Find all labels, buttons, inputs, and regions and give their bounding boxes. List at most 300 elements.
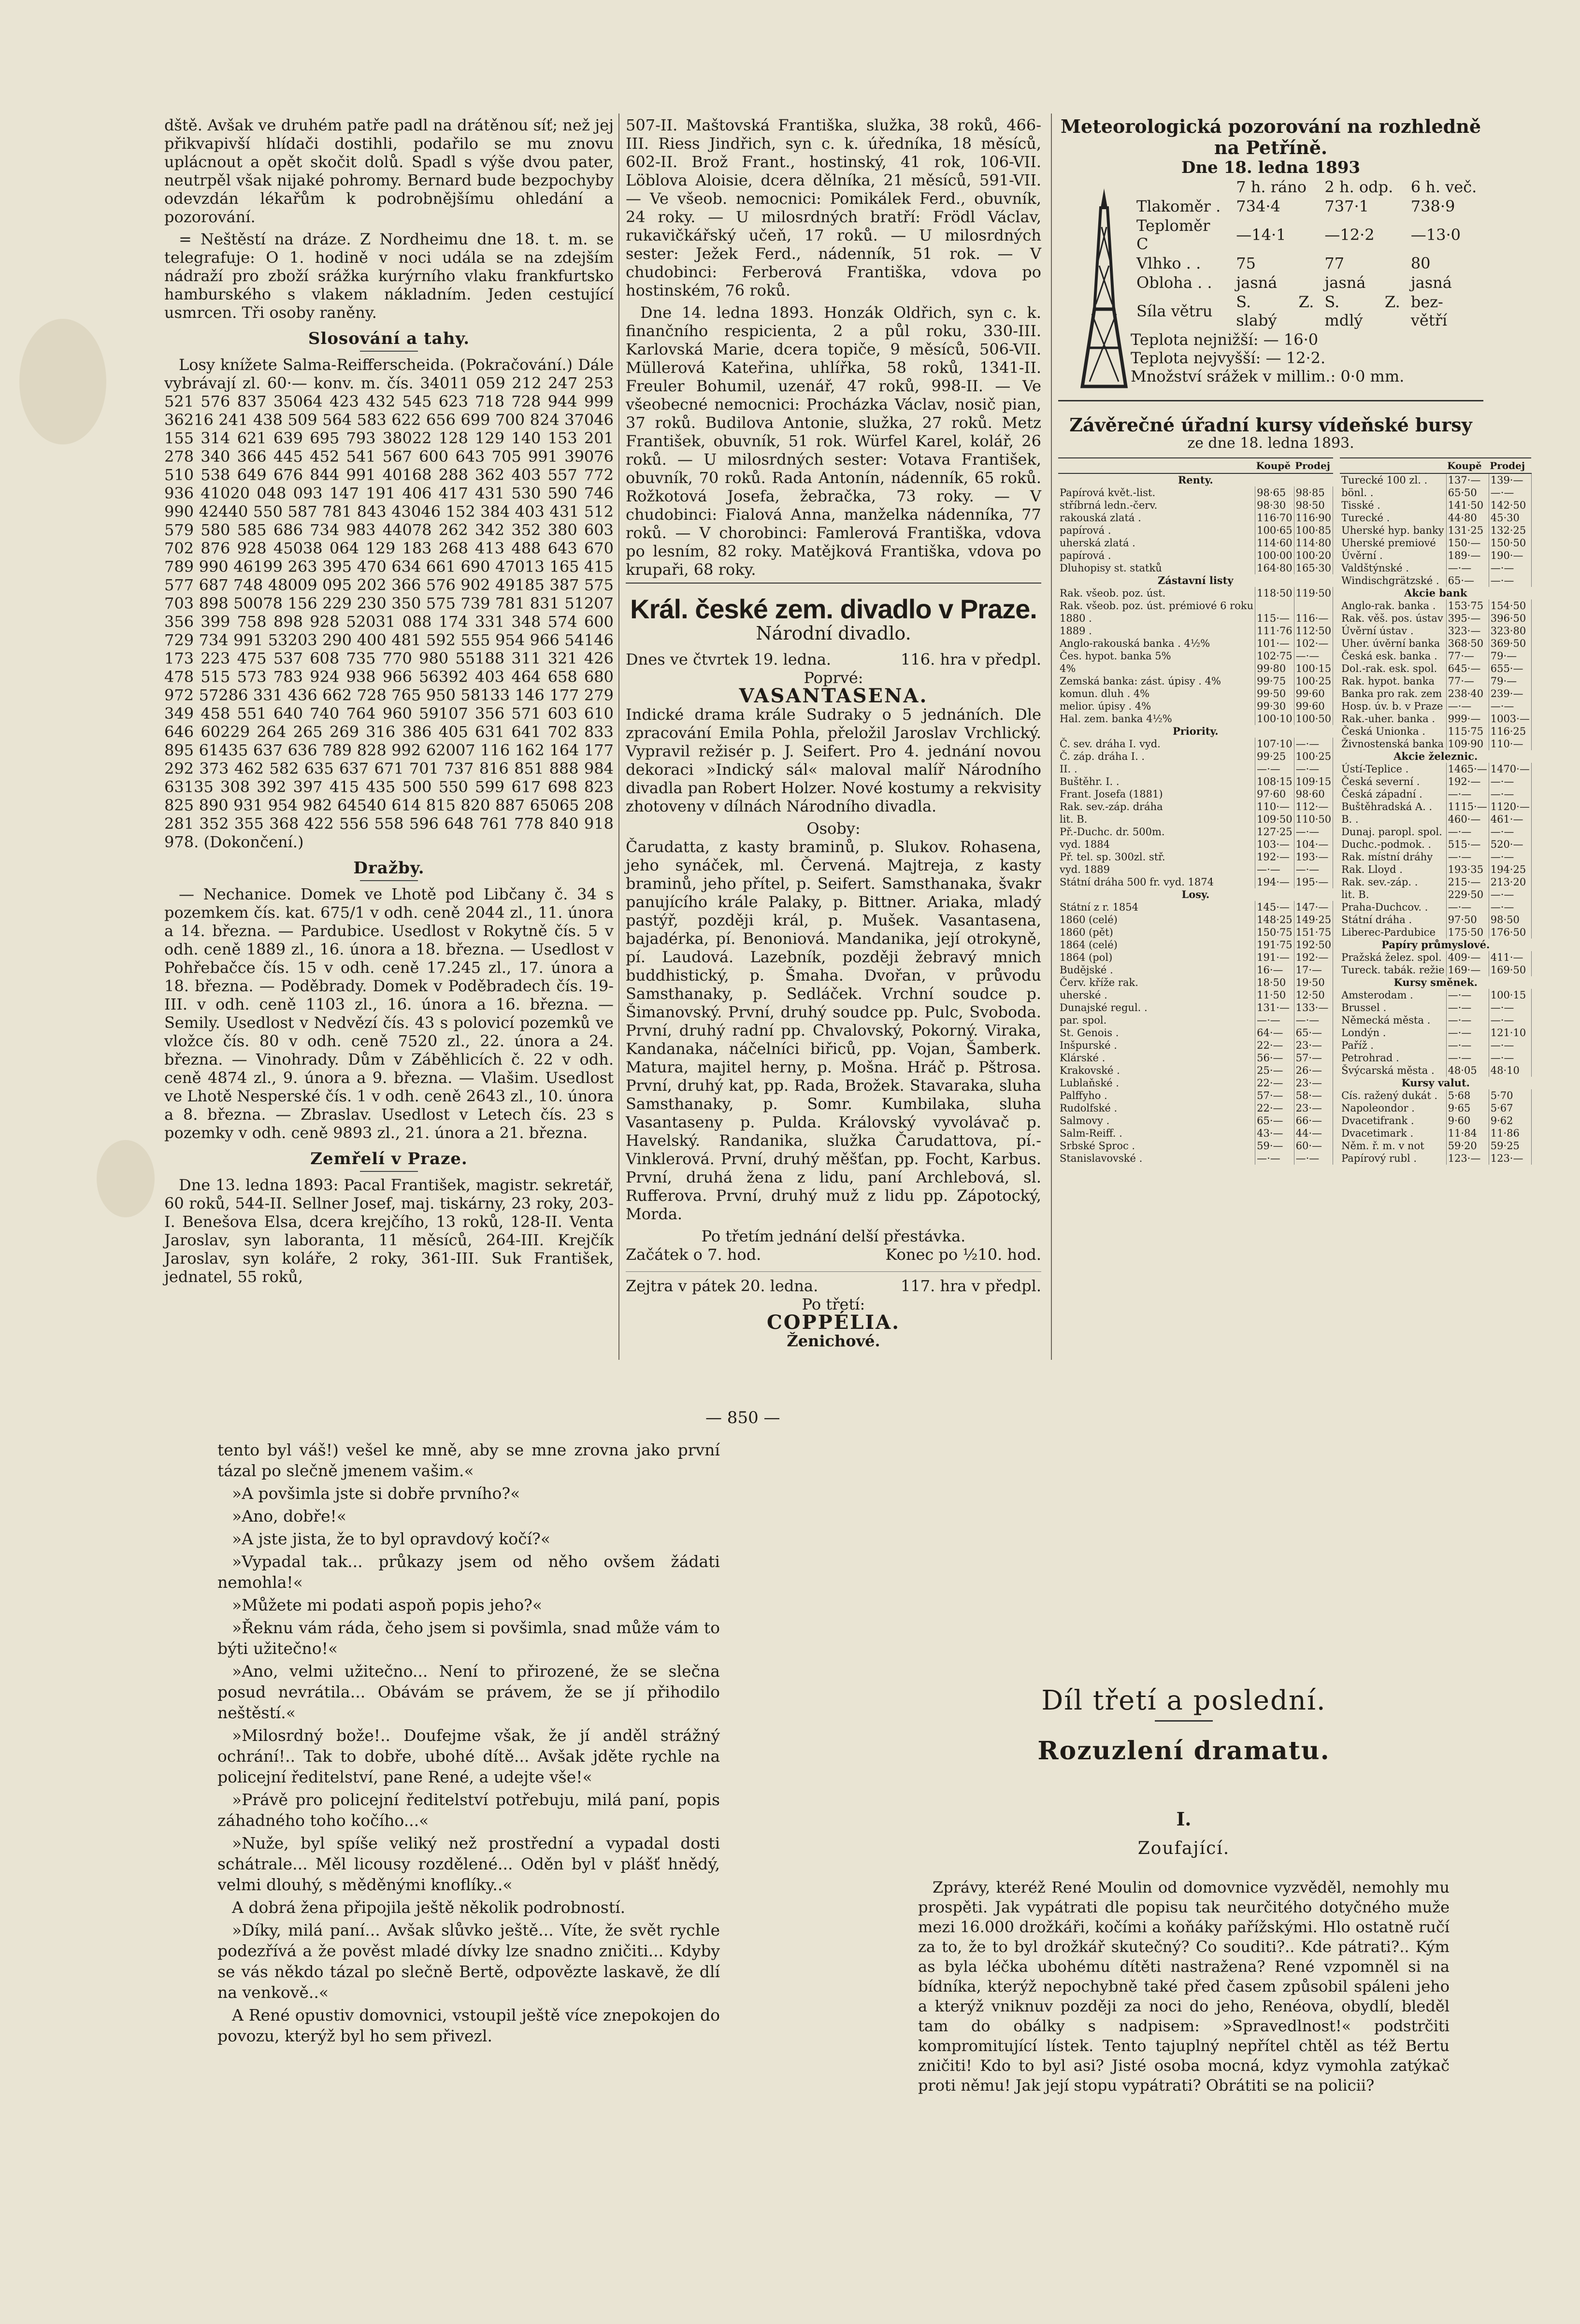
bourse-security: Př.-Duchc. dr. 500m. [1058, 826, 1255, 838]
bourse-buy: 114·60 [1255, 537, 1294, 549]
meteo-value: jasná [1236, 273, 1278, 292]
bourse-security: Státní dráha . [1340, 913, 1446, 926]
bourse-security: Uher. úvěrní banka [1340, 637, 1446, 650]
meteo-value: 734·4 [1236, 197, 1280, 215]
deaths-14-jan: Dne 14. ledna 1893. Honzák Oldřich, syn c. k. finančního respicienta, 2 a půl roku, 330-III. Karlovská Marie, dcera topiče, 9 měsíců, 506-VII. Müllerová Kateřina, uhlířka, 58 roků, 1341-II. Freuler Bohumil, uzenář, 47 roků, 998-II. — Ve všeobecné nemocnici: Procházka Václav, nosič pian, 37 roků. Budilova Antonie, služka, 27 roků. Metz František, obuvník, 51 rok. Würfel Karel, kolář, 26 roků. — U milosrdných sester: Votava František, obuvník, 70 roků. Rada Antonín, nádenník, 65 roků. Rožkotová Josefa, žebračka, 73 roky. — V chudobinci: Fialová Anna, manželka nádenníka, 77 roků. — V chorobinci: Famlerová Františka, vdova po lesním, 82 roky. Matějková Františka, vdova po krupaři, 68 roky. [626, 303, 1041, 579]
bourse-row [1340, 1001, 1531, 1014]
bourse-security: papírová . [1058, 549, 1255, 562]
bourse-buy: 150·— [1446, 537, 1489, 549]
meteo-value: S. Z. slabý [1236, 293, 1314, 329]
bourse-row [1340, 625, 1531, 637]
bourse-row [1340, 537, 1531, 549]
bourse-row [1340, 574, 1531, 587]
bourse-row [1058, 1152, 1333, 1165]
show1-header [626, 650, 1041, 669]
bourse-row [1058, 499, 1333, 512]
bourse-buy: —·— [1255, 1014, 1294, 1027]
bourse-buy: 101·— [1255, 637, 1294, 650]
bourse-security: vyd. 1889 [1058, 863, 1255, 876]
meteo-heading: Meteorologická pozorování na rozhledně na Petříně. [1060, 115, 1481, 158]
bourse-sell: 100·15 [1294, 662, 1333, 675]
bourse-buy: 153·75 [1446, 599, 1489, 612]
bourse-sell: 461·— [1489, 813, 1531, 826]
novel-paragraph: »Právě pro policejní ředitelství potřebuju, milá paní, popis záhadného toho kočího...« [217, 1790, 720, 1830]
bourse-sell: 45·30 [1489, 512, 1531, 524]
bourse-buy: 1465·— [1446, 763, 1489, 775]
bourse-row [1058, 851, 1333, 863]
bourse-row [1340, 637, 1531, 650]
bourse-sell: 59·25 [1489, 1140, 1531, 1152]
bourse-buy: —·— [1446, 1014, 1489, 1027]
bourse-sell: 58·— [1294, 1089, 1333, 1102]
bourse-security: Amsterodam . [1340, 989, 1446, 1001]
bourse-buy: 102·75 [1255, 650, 1294, 662]
accident-article: = Neštěstí na dráze. Z Nordheimu dne 18. t. m. se telegrafuje: O 1. hodině v noci udála se na zdejším nádraží pro zboží srážka kurýrního vlaku frankfurtsko hamburského s vlakem nákladním. Jeden cestující usmrcen. Tři osoby raněny. [164, 230, 614, 322]
bourse-row [1058, 562, 1333, 574]
bourse-row [1058, 913, 1333, 926]
cast-label: Osoby: [806, 819, 861, 838]
bourse-security: uherské . [1058, 989, 1255, 1001]
chapter-text: Zprávy, kteréž René Moulin od domovnice vyzvěděl, nemohly mu prospěti. Jak vypátrati dle popisu tak neurčitého dotyčného muže mezi 16.000 drožkáři, kočími a koňáky pařížskými. Hlo ostatně ručí za to, že to byl drožkář skutečný? Co souditi?.. Kde pátrati?.. Kým as byla léčka ubohému dítěti nastražena? René vzpomněl si na bídníka, kterýž nepochybně také před časem způsobil spáleni jeho a kterýž vniknuv později za noci do jeho, Renéova, obydlí, bleděl tam do obálky s nadpisem: »Spravedlnost!« podstrčiti kompromitující lístek. Tento tajuplný nepřítel chtěl as též Bertu zničiti! Kdo to byl asi? Jisté osoba mocná, kdyz vymohla zatýkač proti němu! Jak její stopu vypátrati? Obrátiti se na policii? [918, 1878, 1450, 2095]
bourse-sell: 655·— [1489, 662, 1531, 675]
bourse-security: Rak. sev.-záp. . [1340, 876, 1446, 888]
column-rule [1051, 114, 1052, 1360]
bourse-buy: —·— [1446, 562, 1489, 574]
bourse-sell: 123·— [1489, 1152, 1531, 1165]
bourse-security: Státní dráha 500 fr. vyd. 1874 [1058, 876, 1255, 888]
meteo-time: 2 h. odp. [1324, 178, 1393, 196]
bourse-sell: 132·25 [1489, 524, 1531, 537]
bourse-category: Losy. [1181, 888, 1210, 900]
bourse-sell: 57·— [1294, 1052, 1333, 1064]
bourse-buy: 193·35 [1446, 863, 1489, 876]
bourse-security: Klárské . [1058, 1052, 1255, 1064]
bourse-buy: —·— [1446, 901, 1489, 913]
bourse-row [1340, 989, 1531, 1001]
bourse-security: Praha-Duchcov. . [1340, 901, 1446, 913]
meteo-row-label: Teploměr C [1136, 216, 1210, 253]
bourse-security: Valdštýnské . [1340, 562, 1446, 574]
bourse-security: Salm-Reiff. . [1058, 1127, 1255, 1140]
meteo-row-label: Tlakoměr . [1136, 197, 1221, 215]
bourse-row [1058, 901, 1333, 913]
paper-stain [19, 319, 106, 444]
meteo-time: 6 h. več. [1410, 178, 1477, 196]
bourse-row [1058, 775, 1333, 788]
bourse-buy: 137·— [1446, 473, 1489, 486]
bourse-security: Čes. hypot. banka 5% [1058, 650, 1255, 662]
bourse-category: Renty. [1178, 474, 1213, 486]
bourse-buy: 118·50 [1255, 587, 1294, 599]
bourse-security: Rak. místní dráhy [1340, 851, 1446, 863]
deaths-continued: 507-II. Maštovská Františka, služka, 38 roků, 466-III. Riess Jindřich, syn c. k. úředníka, 18 měsíců, 602-II. Brož Frant., hostinský, 41 rok, 106-VII. Löblova Aloisie, dcera dělníka, 21 měsíců, 591-VII. — Ve všeob. nemocnici: Pomikálek Ferd., obuvník, 24 roky. — U milosrdných bratří: Frödl Václav, rukavičkářský učeň, 17 roků. — U milosrdných sester: Ježek Ferd., nádenník, 51 rok. — V chudobinci: Ferberová Františka, vdova po hostinském, 76 roků. [626, 116, 1041, 299]
bourse-sell: 65·— [1294, 1027, 1333, 1039]
bourse-security: Anglo-rak. banka . [1340, 599, 1446, 612]
auctions-heading: Dražby. [164, 859, 614, 881]
bourse-row [1058, 524, 1333, 537]
bourse-row [1340, 473, 1531, 486]
bourse-security: par. spol. [1058, 1014, 1255, 1027]
paper-stain [97, 1140, 155, 1217]
bourse-row [1340, 1140, 1531, 1152]
bourse-row [1058, 750, 1333, 763]
bourse-security: Zemská banka: zást. úpisy . 4% [1058, 675, 1255, 687]
bourse-buy: 99·80 [1255, 662, 1294, 675]
column-rule [618, 114, 619, 1360]
bourse-buy: 9·65 [1446, 1102, 1489, 1114]
bourse-buy: 100·00 [1255, 549, 1294, 562]
bourse-row [1058, 1077, 1333, 1089]
bourse-security: stříbrná ledn.-červ. [1058, 499, 1255, 512]
bourse-security: papírová . [1058, 524, 1255, 537]
bourse-sell: 66·— [1294, 1114, 1333, 1127]
bourse-buy: 48·05 [1446, 1064, 1489, 1077]
bourse-row [1058, 788, 1333, 800]
bourse-row [1340, 863, 1531, 876]
bourse-buy: —·— [1446, 1027, 1489, 1039]
bourse-sell: —·— [1489, 562, 1531, 574]
auctions-list: — Nechanice. Domek ve Lhotě pod Libčany č. 34 s pozemkem čís. kat. 675/1 v odh. ceně 2044 zl., 11. února a 14. března. — Pardubice. Usedlost v Rokytně čís. 5 v odh. ceně 1889 zl., 16. února a 18. března. — Usedlost v Pohřebačce čís. 15 v odh. ceně 17.245 zl., 17. února a 18. března. — Poděbrady. Domek v Poděbradech čís. 19-III. v odh. ceně 1103 zl., 16. února a 16. března. — Semily. Usedlost v Nedvězí čís. 43 s polovicí pozemků ve vložce čís. 80 v odh. ceně 7520 zl., 22. února a 24. března. — Vinohrady. Dům v Záběhlicích č. 22 v odh. ceně 4874 zl., 9. února a 9. března. — Vlašim. Usedlost ve Lhotě Nesperské čís. 1 v odh. ceně 2643 zl., 10. února a 8. března. — Zbraslav. Usedlost v Letech čís. 23 s pozemky v odh. ceně 9893 zl., 21. února a 21. března. [164, 885, 614, 1142]
bourse-security: Duchc.-podmok. . [1340, 838, 1446, 851]
bourse-row [1340, 813, 1531, 826]
bourse-sell: 190·— [1489, 549, 1531, 562]
bourse-security: 4% [1058, 662, 1255, 675]
bourse-security: Rak. sev.-záp. dráha [1058, 800, 1255, 813]
bourse-sell: 133·— [1294, 1001, 1333, 1014]
bourse-sell: 99·60 [1294, 687, 1333, 700]
bourse-buy: —·— [1446, 851, 1489, 863]
lottery-heading: Slosování a tahy. [164, 329, 614, 352]
bourse-buy: 99·75 [1255, 675, 1294, 687]
bourse-security: Uherské hyp. banky [1340, 524, 1446, 537]
bourse-col-buy: Koupě [1255, 458, 1294, 473]
novel-title: Rozuzlení dramatu. [1037, 1736, 1330, 1766]
bourse-buy: 192·— [1255, 851, 1294, 863]
bourse-row [1058, 826, 1333, 838]
bourse-row [1340, 713, 1531, 725]
bourse-security: II. . [1058, 763, 1255, 775]
bourse-security: Něm. ř. m. v not [1340, 1140, 1446, 1152]
bourse-security: Turecké . [1340, 512, 1446, 524]
bourse-sell: 165·30 [1294, 562, 1333, 574]
bourse-buy: 99·30 [1255, 700, 1294, 713]
show2-title: COPPÉLIA. [766, 1311, 901, 1334]
bourse-buy: 59·20 [1446, 1140, 1489, 1152]
bourse-row [1340, 524, 1531, 537]
bourse-security: Petrohrad . [1340, 1052, 1446, 1064]
bourse-row [1058, 662, 1333, 675]
bourse-security: Státní z r. 1854 [1058, 901, 1255, 913]
bourse-security: Červ. kříže rak. [1058, 976, 1255, 989]
bourse-row [1058, 700, 1333, 713]
bourse-sell: 44·— [1294, 1127, 1333, 1140]
meteo-value: —13·0 [1410, 226, 1461, 244]
bourse-buy: 123·— [1446, 1152, 1489, 1165]
bourse-sell: 323·80 [1489, 625, 1531, 637]
bourse-security: Rak. všeob. poz. úst. prémiové 6 roku [1058, 599, 1255, 612]
show1-date: Dnes ve čtvrtek 19. ledna. [626, 650, 832, 669]
novel-paragraph: »Vypadal tak... průkazy jsem od něho ovšem žádati nemohla!« [217, 1552, 720, 1592]
bourse-security: 1864 (pol) [1058, 951, 1255, 964]
bourse-sell: 17·— [1294, 964, 1333, 976]
bourse-row [1058, 512, 1333, 524]
bourse-row [1058, 473, 1333, 486]
bourse-security: bönl. . [1340, 486, 1446, 499]
bourse-sell: —·— [1294, 1152, 1333, 1165]
bourse-category: Kursy směnek. [1393, 976, 1478, 988]
meteo-min-temp: Teplota nejnižší: — 16·0 [1131, 330, 1319, 349]
bourse-row [1058, 725, 1333, 738]
bourse-sell: —·— [1489, 1039, 1531, 1052]
bourse-security: Rak. Lloyd . [1340, 863, 1446, 876]
bourse-sell: 112·50 [1294, 625, 1333, 637]
bourse-security: lit. B. [1340, 888, 1446, 901]
bourse-security: 1864 (celé) [1058, 939, 1255, 951]
bourse-sell: 79·— [1489, 650, 1531, 662]
bourse-buy: 11·50 [1255, 989, 1294, 1001]
bourse-buy: 323·— [1446, 625, 1489, 637]
bourse-buy: 150·75 [1255, 926, 1294, 939]
bourse-security: 1860 (pět) [1058, 926, 1255, 939]
bourse-row [1340, 888, 1531, 901]
novel-paragraph: »Ano, dobře!« [232, 1507, 346, 1526]
bourse-security: Tisské . [1340, 499, 1446, 512]
bourse-sell: 195·— [1294, 876, 1333, 888]
bourse-row [1340, 512, 1531, 524]
bourse-buy: 460·— [1446, 813, 1489, 826]
bourse-row [1340, 1039, 1531, 1052]
bourse-row [1058, 838, 1333, 851]
bourse-security: St. Genois . [1058, 1027, 1255, 1039]
bourse-security: Česká Unionka . [1340, 725, 1446, 738]
bourse-row [1058, 1089, 1333, 1102]
bourse-buy: 169·— [1446, 964, 1489, 976]
show1-description: Indické drama krále Sudraky o 5 jednáních. Dle zpracování Emila Pohla, přeložil Jaroslav Vrchlický. Vypravil režisér p. J. Seifert. Pro 4. jednání novou dekoraci »Indický sál« maloval malíř Národního divadla pan Robert Holzer. Nové kostumy a rekvisity zhotoveny v dílnách Národního divadla. [626, 705, 1041, 815]
bourse-sell: 176·50 [1489, 926, 1531, 939]
bourse-row [1058, 951, 1333, 964]
meteo-value: 77 [1324, 254, 1345, 272]
bourse-sell: 23·— [1294, 1039, 1333, 1052]
bourse-row [1340, 1127, 1531, 1140]
bourse-security: Frant. Josefa (1881) [1058, 788, 1255, 800]
bourse-category: Kursy valut. [1401, 1077, 1470, 1089]
bourse-sell: 142·50 [1489, 499, 1531, 512]
bourse-row [1058, 876, 1333, 888]
bourse-security: Liberec-Pardubice [1340, 926, 1446, 939]
novel-paragraph: »Nuže, byl spíše veliký než prostřední a vypadal dosti schátrale... Měl licousy rozdělené... Oděn byl v plášť hnědý, velmi dlouhý, s měděnými knoflíky..« [217, 1834, 720, 1894]
bourse-row [1058, 1027, 1333, 1039]
bourse-security: Úvěrní ústav . [1340, 625, 1446, 637]
bourse-buy: 25·— [1255, 1064, 1294, 1077]
bourse-row [1340, 1089, 1531, 1102]
deaths-list: Dne 13. ledna 1893: Pacal František, magistr. sekretář, 60 roků, 544-II. Sellner Josef, maj. tiskárny, 23 roky, 203-I. Benešova Elsa, dcera krejčího, 13 roků, 128-II. Venta Jaroslav, syn laboranta, 11 měsíců, 264-III. Krejčík Jaroslav, syn koláře, 2 roky, 361-III. Suk František, jednatel, 55 roků, [164, 1176, 614, 1286]
bourse-sell: —·— [1489, 888, 1531, 901]
bourse-sell: 100·50 [1294, 713, 1333, 725]
bourse-row [1340, 1014, 1531, 1027]
show-divider [626, 1264, 1041, 1272]
bourse-security: Živnostenská banka [1340, 738, 1446, 750]
bourse-row [1340, 1152, 1531, 1165]
show2-number: 117. hra v předpl. [901, 1277, 1041, 1295]
bourse-sell: —·— [1294, 650, 1333, 662]
bourse-sell: 116·90 [1294, 512, 1333, 524]
bourse-row [1340, 976, 1531, 989]
bourse-buy: 111·76 [1255, 625, 1294, 637]
bourse-row [1058, 989, 1333, 1001]
bourse-buy: 645·— [1446, 662, 1489, 675]
bourse-sell: 98·60 [1294, 788, 1333, 800]
bourse-row [1340, 1027, 1531, 1039]
bourse-buy: 22·— [1255, 1077, 1294, 1089]
bourse-buy: 11·84 [1446, 1127, 1489, 1140]
bourse-sell: 116·25 [1489, 725, 1531, 738]
bourse-row [1340, 486, 1531, 499]
bourse-sell: —·— [1489, 1014, 1531, 1027]
bourse-sell: —·— [1294, 1014, 1333, 1027]
bourse-buy: 164·80 [1255, 562, 1294, 574]
bourse-sell: 119·50 [1294, 587, 1333, 599]
bourse-buy: —·— [1446, 1039, 1489, 1052]
part-title: Díl třetí a poslední. [1041, 1685, 1326, 1716]
bourse-left-rows [1058, 473, 1333, 1165]
bourse-row [1058, 574, 1333, 587]
chapter-title: Zoufající. [1137, 1839, 1230, 1858]
bourse-security: Dvacetifrank . [1340, 1114, 1446, 1127]
title-divider [1155, 1720, 1213, 1722]
meteo-value: S. Z. mdlý [1324, 293, 1400, 329]
bourse-row [1340, 876, 1531, 888]
novel-paragraph: A dobrá žena připojila ještě několik podrobností. [232, 1898, 626, 1917]
meteo-row-label: Obloha . . [1136, 273, 1212, 292]
bourse-sell: 116·— [1294, 612, 1333, 625]
bourse-buy: 108·15 [1255, 775, 1294, 788]
bourse-row [1340, 826, 1531, 838]
bourse-buy: 77·— [1446, 650, 1489, 662]
bourse-sell: 23·— [1294, 1102, 1333, 1114]
bourse-row [1058, 888, 1333, 901]
bourse-buy: 99·50 [1255, 687, 1294, 700]
show2-header [626, 1277, 1041, 1295]
bourse-date: ze dne 18. ledna 1893. [1187, 435, 1354, 452]
bourse-security: Dvacetimark . [1340, 1127, 1446, 1140]
bourse-security: Budějské . [1058, 964, 1255, 976]
bourse-row [1340, 1114, 1531, 1127]
bourse-row [1058, 687, 1333, 700]
bourse-row [1340, 549, 1531, 562]
bourse-row [1340, 675, 1531, 687]
novel-paragraph: »A povšimla jste si dobře prvního?« [232, 1484, 520, 1503]
bourse-sell: 112·— [1294, 800, 1333, 813]
bourse-security: Cís. ražený dukát . [1340, 1089, 1446, 1102]
bourse-security: Česká esk. banka . [1340, 650, 1446, 662]
bourse-security: Krakovské . [1058, 1064, 1255, 1077]
bourse-sell: 9·62 [1489, 1114, 1531, 1127]
newspaper-page [39, 29, 1537, 2299]
bourse-security: Banka pro rak. zem [1340, 687, 1446, 700]
bourse-security: Česká severní . [1340, 775, 1446, 788]
bourse-sell: 79·— [1489, 675, 1531, 687]
bourse-row [1058, 1014, 1333, 1027]
bourse-sell: 1003·— [1489, 713, 1531, 725]
bourse-sell: —·— [1489, 788, 1531, 800]
bourse-buy: 141·50 [1446, 499, 1489, 512]
deaths-heading: Zemřelí v Praze. [164, 1150, 614, 1172]
bourse-security: Tureck. tabák. režie [1340, 964, 1446, 976]
page-number: — 850 — [705, 1408, 780, 1427]
novel-paragraph: tento byl váš!) vešel ke mně, aby se mne zrovna jako první tázal po slečně jmenem vašim.« [217, 1440, 720, 1480]
bourse-buy: —·— [1446, 826, 1489, 838]
bourse-row [1340, 926, 1531, 939]
bourse-row [1058, 637, 1333, 650]
show2-pre: Po třetí: [802, 1295, 865, 1313]
bourse-sell: 11·86 [1489, 1127, 1531, 1140]
bourse-sell: 19·50 [1294, 976, 1333, 989]
bourse-security: 1880 . [1058, 612, 1255, 625]
bourse-security: Salmovy . [1058, 1114, 1255, 1127]
bourse-row [1058, 926, 1333, 939]
bourse-buy: —·— [1446, 989, 1489, 1001]
bourse-row [1058, 976, 1333, 989]
bourse-sell: 100·15 [1489, 989, 1531, 1001]
bourse-buy: —·— [1255, 763, 1294, 775]
show2-subtitle: Ženichové. [787, 1332, 880, 1350]
bourse-security: vyd. 1884 [1058, 838, 1255, 851]
bourse-row [1340, 763, 1531, 775]
bourse-buy: 229·50 [1446, 888, 1489, 901]
bourse-buy: —·— [1446, 788, 1489, 800]
bourse-buy: 65·— [1255, 1114, 1294, 1127]
cast-list: Čarudatta, z kasty braminů, p. Slukov. Rohasena, jeho synáček, ml. Červená. Majtreja, z kasty braminů, jeho přítel, p. Seifert. Samsthanaka, švakr panujícího krále Palaky, p. Bittner. Ariaka, mladý pastýř, později král, p. Mušek. Vasantasena, bajadérka, pí. Benoniová. Mandanika, její otrokyně, pí. Laudová. Lazebník, později žebravý mnich buddhistický, p. Šmaha. Dvořan, v průvodu Samsthanaky, p. Sedláček. Vrchní soudce p. Šimanovský. První, druhý soudce pp. Pulc, Svoboda. První, druhý radní pp. Chvalovský, Pokorný. Viraka, Kandanaka, náčelníci biřiců, pp. Vojan, Šamberk. Matura, majitel herny, p. Mošna. Hráč p. Pštrosa. První, druhý kat, pp. Rada, Brožek. Stavaraka, sluha Samsthanaky, p. Somr. Kumbilaka, sluha Vasantaseny p. Pulda. Královský vyvolávač p. Havelský. Randanika, služka Čarudattova, pí.-Vinklerová. První, druhý měšťan, pp. Focht, Karbus. První, druhá žena z lidu, paní Archlebová, sl. Rufferova. První, druhý muž z lidu pp. Zápotocký, Morda. [626, 838, 1041, 1223]
bourse-security: Švýcarská města . [1340, 1064, 1446, 1077]
meteo-value: —14·1 [1236, 226, 1286, 244]
bourse-sell: 60·— [1294, 1140, 1333, 1152]
bourse-buy: 59·— [1255, 1140, 1294, 1152]
bourse-row [1340, 838, 1531, 851]
bourse-row [1340, 687, 1531, 700]
bourse-row [1340, 587, 1531, 599]
show1-times [626, 1245, 1041, 1264]
bourse-row [1340, 612, 1531, 625]
bourse-row [1058, 675, 1333, 687]
bourse-row [1340, 700, 1531, 713]
bourse-sell: 150·50 [1489, 537, 1531, 549]
bourse-sell: —·— [1489, 700, 1531, 713]
bourse-sell: 147·— [1294, 901, 1333, 913]
bourse-sell: 411·— [1489, 951, 1531, 964]
bourse-buy: 107·10 [1255, 738, 1294, 750]
bourse-sell: 520·— [1489, 838, 1531, 851]
bourse-buy: 57·— [1255, 1089, 1294, 1102]
bourse-sell: —·— [1489, 574, 1531, 587]
bourse-row [1340, 951, 1531, 964]
show1-start: Začátek o 7. hod. [626, 1245, 761, 1264]
bourse-security: 1889 . [1058, 625, 1255, 637]
bourse-sell: 110·— [1489, 738, 1531, 750]
bourse-buy: 999·— [1446, 713, 1489, 725]
bourse-row [1340, 725, 1531, 738]
bourse-row [1340, 562, 1531, 574]
bourse-row [1340, 1102, 1531, 1114]
petrin-tower-illustration [1077, 188, 1131, 391]
bourse-row [1058, 1102, 1333, 1114]
bourse-buy [1255, 599, 1294, 612]
bourse-security: Rak. hypot. banka [1340, 675, 1446, 687]
theatre-subheading: Národní divadlo. [756, 623, 911, 644]
bourse-security: Windischgrätzské . [1340, 574, 1446, 587]
bourse-buy: 22·— [1255, 1102, 1294, 1114]
bourse-buy: 56·— [1255, 1052, 1294, 1064]
bourse-sell: 26·— [1294, 1064, 1333, 1077]
